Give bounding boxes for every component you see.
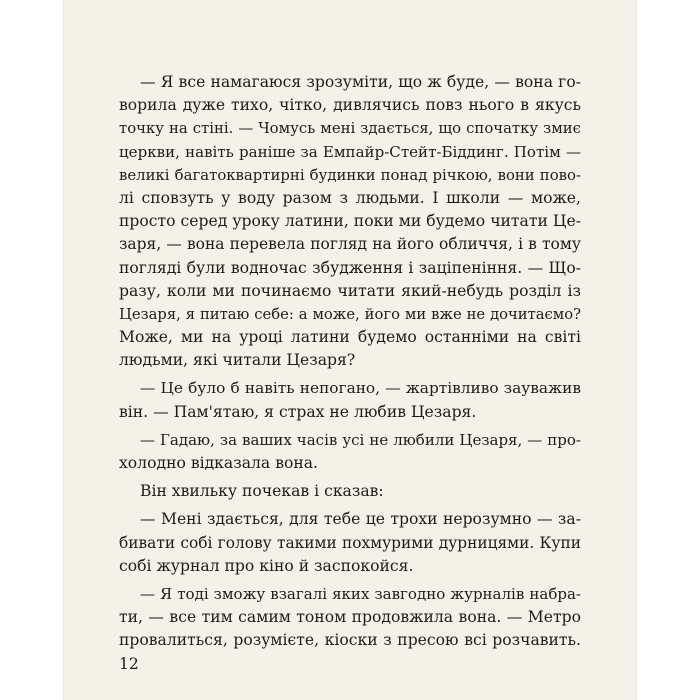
text-line: провалиться, розумієте, кіоски з пресою всі розчавить. xyxy=(119,631,581,650)
text-line: просто серед уроку латини, поки ми будемо читати Це- xyxy=(119,212,581,231)
book-page xyxy=(64,0,636,700)
text-line: погляді були водночас збудження і заціпеніння. — Що- xyxy=(119,258,581,277)
text-line: великі багатоквартирні будинки понад річкою, вони пово- xyxy=(119,165,581,184)
text-line: церкви, навіть раніше за Емпайр-Стейт-Біддинг. Потім — xyxy=(119,142,581,161)
text-line: Може, ми на уроці латини будемо останніми на світі xyxy=(119,328,581,347)
text-line: — Я все намагаюся зрозуміти, що ж буде, — вона го- xyxy=(140,73,581,91)
text-line: собі журнал про кіно й заспокойся. xyxy=(119,556,414,575)
text-line: лі сповзуть у воду разом з людьми. І школи — може, xyxy=(119,188,581,207)
text-line: точку на стіні. — Чомусь мені здається, що спочатку змиє xyxy=(119,119,581,138)
text-line: холодно відказала вона. xyxy=(119,454,319,472)
text-line: людьми, які читали Цезаря? xyxy=(119,351,356,370)
body-text xyxy=(119,71,581,653)
text-line: ворила дуже тихо, чітко, дивлячись повз нього в якусь xyxy=(119,96,581,115)
text-line: заря, — вона перевела погляд на його обличчя, і в тому xyxy=(119,235,581,254)
text-line: — Мені здається, для тебе це трохи нерозумно — за- xyxy=(140,510,581,529)
text-line: — Я тоді зможу взагалі яких завгодно журналів набра- xyxy=(140,584,581,603)
text-line: разу, коли ми починаємо читати який-небудь розділ із xyxy=(119,281,581,300)
text-line: ти, — все тим самим тоном продовжила вона. — Метро xyxy=(119,608,581,627)
text-line: — Гадаю, за ваших часів усі не любили Цезаря, — про- xyxy=(140,430,581,449)
text-line: він. — Пам'ятаю, я страх не любив Цезаря. xyxy=(119,402,477,421)
text-line: Він хвильку почекав і сказав: xyxy=(140,482,384,501)
text-line: Цезаря, я питаю себе: а може, його ми вже не дочитаємо? xyxy=(119,305,581,323)
text-line: бивати собі голову такими похмурими дурницями. Купи xyxy=(119,533,581,552)
page-number: 12 xyxy=(119,655,139,673)
text-line: — Це було б навіть непогано, — жартівливо зауважив xyxy=(140,379,581,398)
